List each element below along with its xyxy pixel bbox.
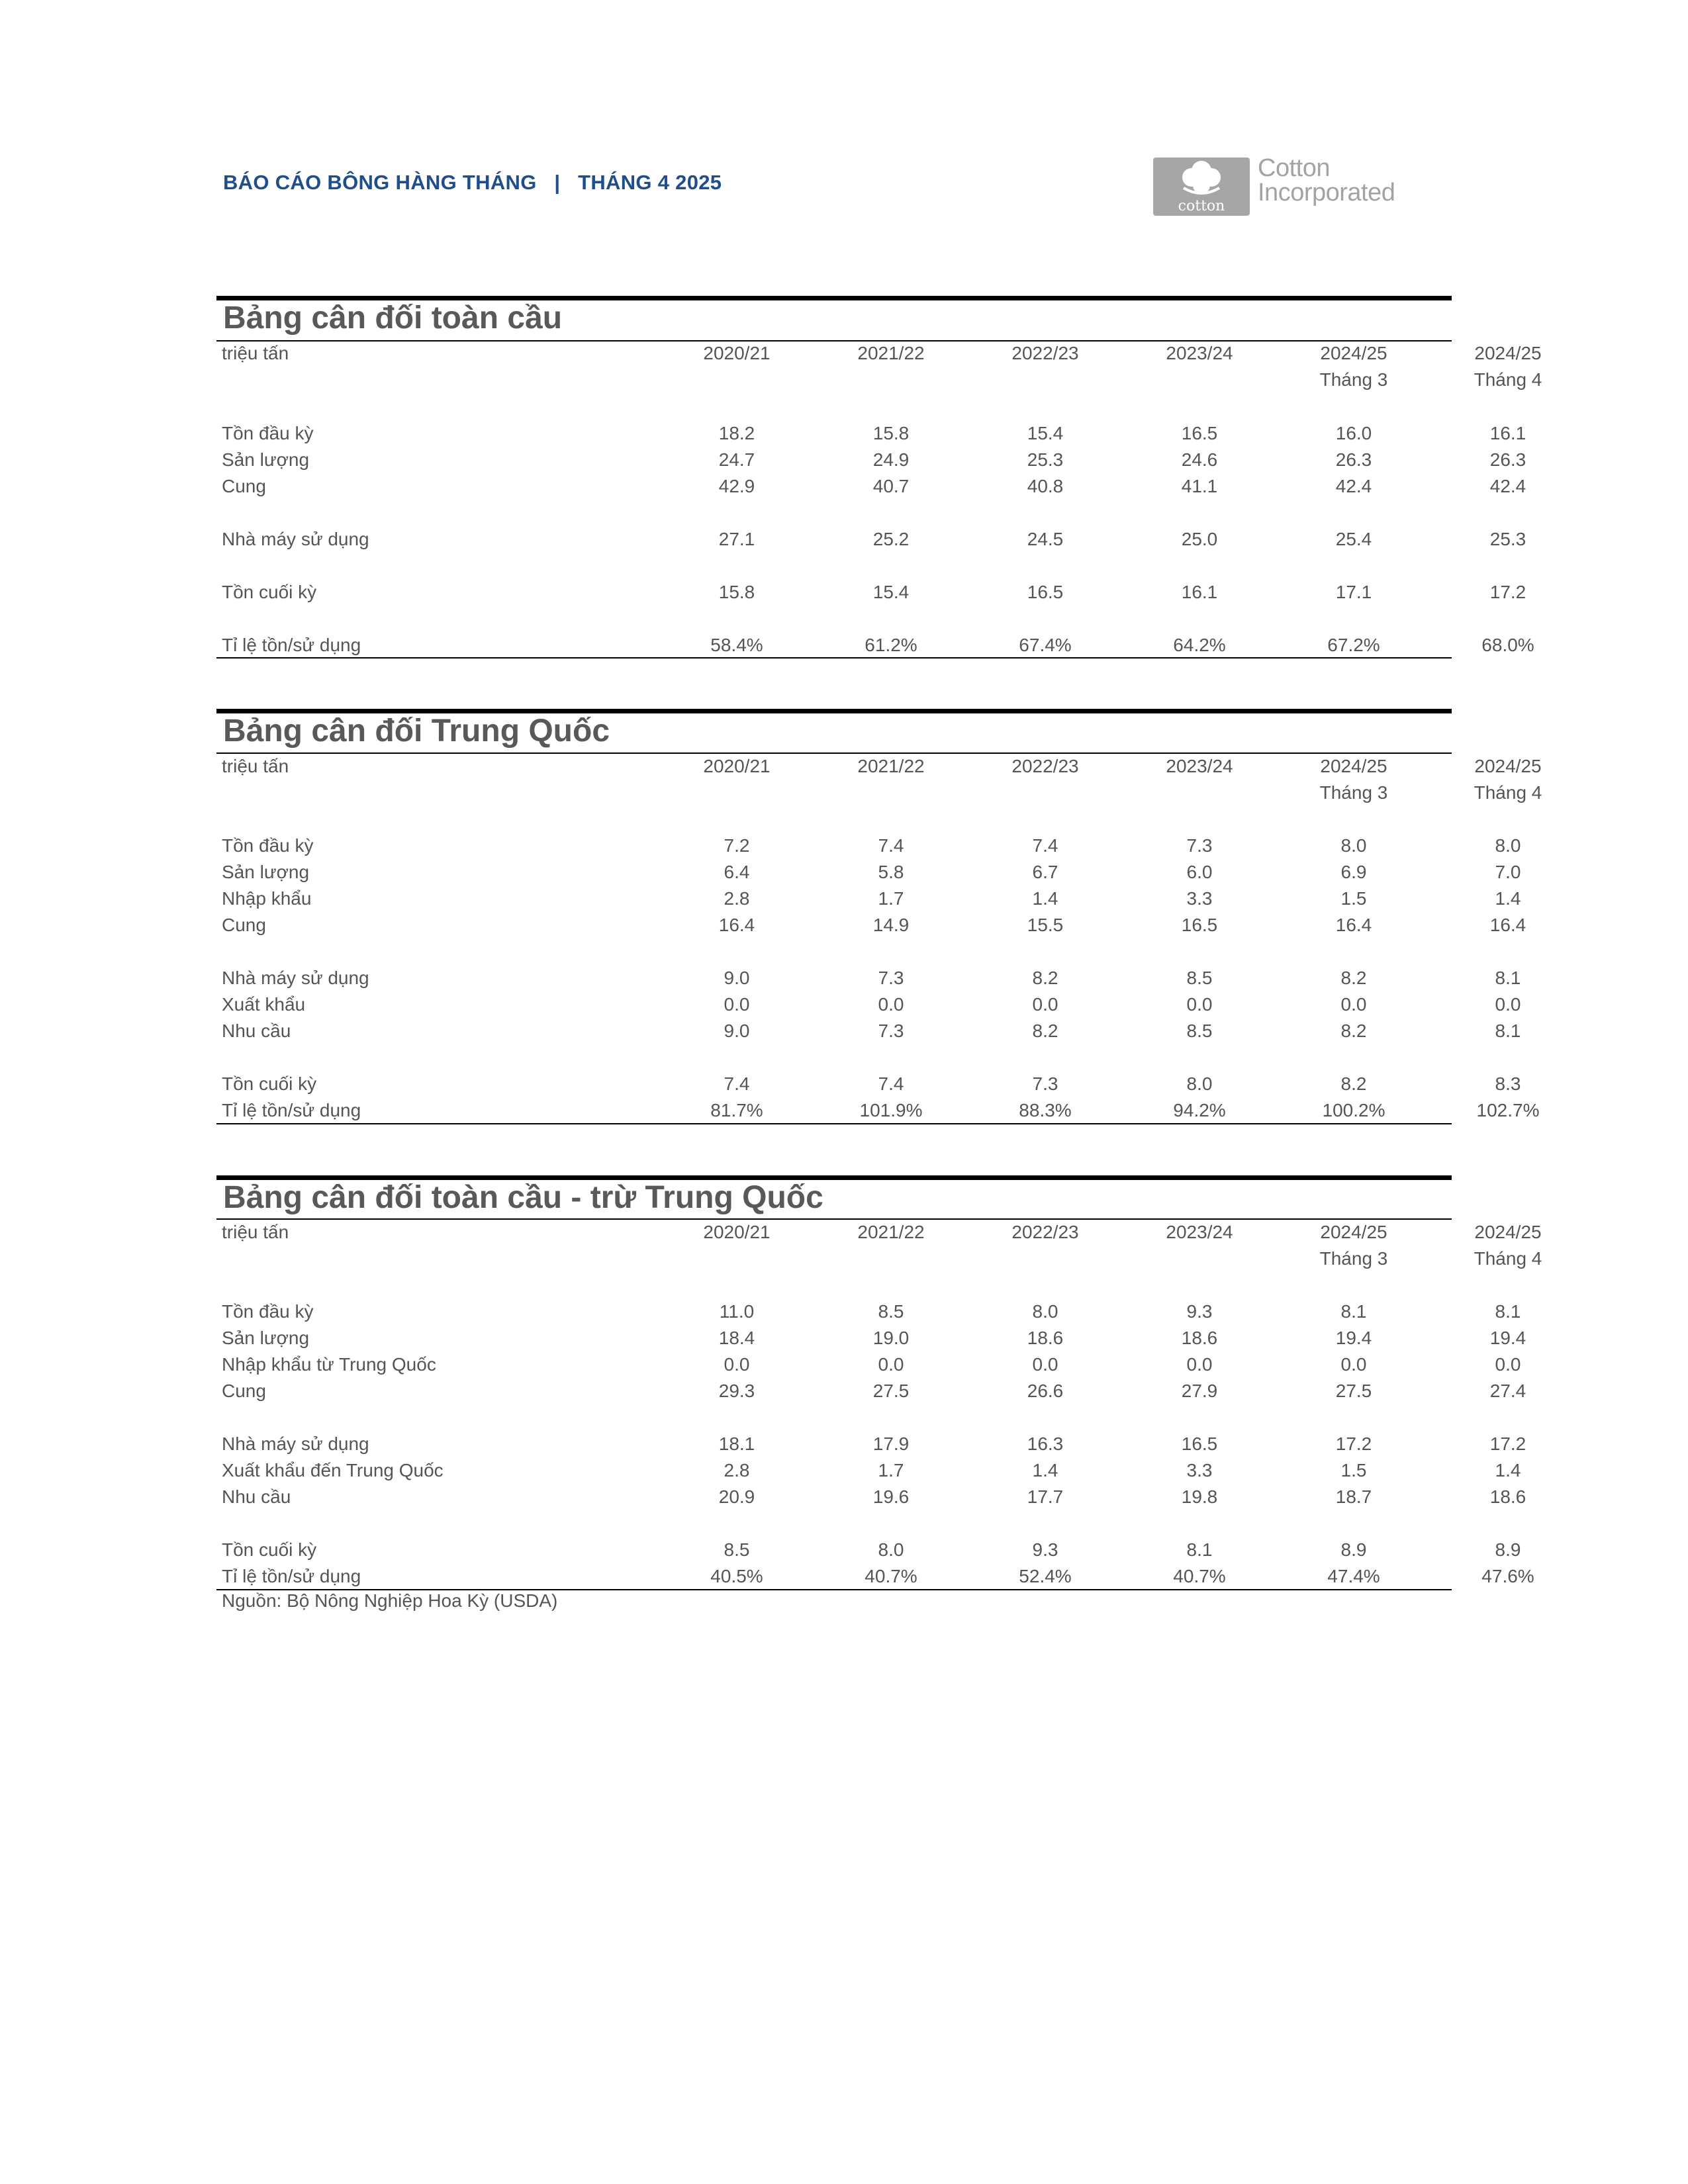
table-cell: 3.3: [1186, 888, 1213, 909]
row-label: Cung: [222, 476, 266, 496]
table-cell: 8.0: [1340, 835, 1367, 856]
table-cell: 9.0: [724, 1021, 750, 1041]
row-label: Nhà máy sử dụng: [222, 1433, 369, 1454]
row-label: Tỉ lệ tồn/sử dụng: [222, 635, 361, 655]
table-cell: 8.9: [1340, 1539, 1367, 1560]
table-cell: 0.0: [1340, 994, 1367, 1015]
logo-line-2: Incorporated: [1258, 179, 1395, 206]
table-cell: 2.8: [724, 1460, 750, 1480]
table-cell: 0.0: [1032, 1354, 1058, 1375]
column-header-month: Tháng 3: [1319, 369, 1388, 390]
column-header-month: Tháng 4: [1474, 782, 1542, 803]
table-cell: 17.9: [872, 1433, 910, 1454]
table-cell: 24.5: [1027, 529, 1064, 549]
table-cell: 47.6%: [1481, 1566, 1534, 1586]
table-cell: 7.3: [878, 968, 904, 988]
table-cell: 0.0: [1340, 1354, 1367, 1375]
row-label: Nhập khẩu từ Trung Quốc: [222, 1354, 436, 1375]
table-cell: 81.7%: [710, 1100, 763, 1120]
table-cell: 0.0: [724, 994, 750, 1015]
table-cell: 19.6: [872, 1486, 910, 1507]
column-header-year: 2023/24: [1166, 756, 1233, 776]
table-cell: 11.0: [719, 1301, 755, 1322]
table-cell: 27.1: [718, 529, 755, 549]
row-label: Tồn đầu kỳ: [222, 423, 314, 443]
row-label: Cung: [222, 915, 266, 935]
table-cell: 0.0: [1495, 994, 1521, 1015]
table-title: Bảng cân đối toàn cầu - trừ Trung Quốc: [223, 1180, 823, 1215]
table-cell: 16.5: [1027, 582, 1064, 602]
table-cell: 40.5%: [710, 1566, 763, 1586]
column-header-year: 2021/22: [857, 343, 925, 363]
table-cell: 18.1: [718, 1433, 755, 1454]
table-cell: 27.9: [1181, 1381, 1218, 1401]
table-cell: 15.4: [1027, 423, 1064, 443]
table-cell: 16.4: [1489, 915, 1526, 935]
table-cell: 102.7%: [1476, 1100, 1540, 1120]
table-cell: 16.0: [1335, 423, 1372, 443]
column-header-year: 2024/25: [1320, 756, 1387, 776]
table-cell: 7.4: [724, 1073, 750, 1094]
cotton-incorporated-logo: [1153, 156, 1408, 217]
row-label: Tỉ lệ tồn/sử dụng: [222, 1566, 361, 1586]
table-cell: 7.3: [878, 1021, 904, 1041]
balance-table-2: [216, 709, 1542, 1124]
table-cell: 18.6: [1489, 1486, 1526, 1507]
header-separator: |: [554, 171, 561, 194]
table-cell: 16.5: [1181, 915, 1218, 935]
table-cell: 18.6: [1027, 1328, 1064, 1348]
table-cell: 8.5: [724, 1539, 750, 1560]
table-cell: 7.4: [878, 1073, 904, 1094]
table-cell: 8.2: [1340, 1021, 1367, 1041]
table-cell: 58.4%: [710, 635, 763, 655]
table-cell: 0.0: [1186, 994, 1213, 1015]
table-cell: 25.3: [1489, 529, 1526, 549]
table-cell: 25.0: [1181, 529, 1218, 549]
column-header-month: Tháng 4: [1474, 1248, 1542, 1269]
table-cell: 27.5: [1335, 1381, 1372, 1401]
table-cell: 15.4: [872, 582, 910, 602]
table-cell: 17.1: [1335, 582, 1372, 602]
table-cell: 3.3: [1186, 1460, 1213, 1480]
table-cell: 0.0: [878, 1354, 904, 1375]
table-cell: 6.0: [1186, 862, 1213, 882]
table-cell: 27.4: [1489, 1381, 1526, 1401]
table-cell: 7.2: [724, 835, 750, 856]
table-cell: 0.0: [724, 1354, 750, 1375]
table-cell: 24.6: [1181, 449, 1218, 470]
table-cell: 26.6: [1027, 1381, 1064, 1401]
row-label: Cung: [222, 1381, 266, 1401]
column-header-year: 2020/21: [703, 1222, 771, 1242]
column-header-month: Tháng 3: [1319, 1248, 1388, 1269]
table-cell: 8.5: [878, 1301, 904, 1322]
table-cell: 25.4: [1335, 529, 1372, 549]
table-cell: 1.4: [1032, 888, 1058, 909]
table-cell: 8.9: [1495, 1539, 1521, 1560]
table-cell: 26.3: [1335, 449, 1372, 470]
table-cell: 6.9: [1340, 862, 1367, 882]
table-cell: 17.2: [1335, 1433, 1372, 1454]
row-label: Sản lượng: [222, 862, 310, 882]
table-cell: 8.1: [1186, 1539, 1213, 1560]
column-header-month: Tháng 4: [1474, 369, 1542, 390]
table-cell: 41.1: [1181, 476, 1218, 496]
table-cell: 8.2: [1032, 1021, 1058, 1041]
table-cell: 0.0: [1495, 1354, 1521, 1375]
table-cell: 16.1: [1489, 423, 1526, 443]
column-header-year: 2021/22: [857, 1222, 925, 1242]
table-cell: 27.5: [872, 1381, 910, 1401]
table-title: Bảng cân đối toàn cầu: [223, 300, 563, 336]
row-label: Xuất khẩu: [222, 994, 306, 1015]
table-cell: 18.6: [1181, 1328, 1218, 1348]
column-header-year: 2024/25: [1474, 343, 1542, 363]
row-label: Nhu cầu: [222, 1486, 291, 1507]
table-cell: 15.5: [1027, 915, 1064, 935]
table-cell: 61.2%: [865, 635, 917, 655]
column-header-year: 2023/24: [1166, 1222, 1233, 1242]
column-header-year: 2022/23: [1011, 343, 1079, 363]
row-label: Sản lượng: [222, 449, 310, 470]
table-cell: 52.4%: [1019, 1566, 1072, 1586]
table-cell: 19.4: [1489, 1328, 1526, 1348]
column-header-year: 2020/21: [703, 756, 771, 776]
table-cell: 17.2: [1489, 582, 1526, 602]
table-cell: 42.4: [1489, 476, 1526, 496]
row-label: Tồn cuối kỳ: [222, 582, 317, 602]
table-cell: 16.5: [1181, 1433, 1218, 1454]
table-cell: 29.3: [718, 1381, 755, 1401]
unit-label: triệu tấn: [222, 1222, 289, 1242]
balance-table-1: [216, 296, 1542, 659]
unit-label: triệu tấn: [222, 343, 289, 363]
table-cell: 17.7: [1027, 1486, 1064, 1507]
column-header-year: 2020/21: [703, 343, 771, 363]
table-cell: 8.1: [1495, 1021, 1521, 1041]
table-cell: 8.1: [1340, 1301, 1367, 1322]
table-cell: 0.0: [1032, 994, 1058, 1015]
table-title: Bảng cân đối Trung Quốc: [223, 713, 610, 749]
table-cell: 8.1: [1495, 968, 1521, 988]
table-cell: 24.7: [718, 449, 755, 470]
unit-label: triệu tấn: [222, 756, 289, 776]
table-cell: 8.0: [1186, 1073, 1213, 1094]
table-cell: 8.0: [1495, 835, 1521, 856]
table-cell: 0.0: [878, 994, 904, 1015]
column-header-year: 2024/25: [1474, 1222, 1542, 1242]
table-cell: 9.3: [1032, 1539, 1058, 1560]
row-label: Nhà máy sử dụng: [222, 529, 369, 549]
table-cell: 6.4: [724, 862, 750, 882]
column-header-year: 2024/25: [1474, 756, 1542, 776]
table-cell: 17.2: [1489, 1433, 1526, 1454]
table-cell: 64.2%: [1173, 635, 1226, 655]
table-cell: 24.9: [872, 449, 910, 470]
table-cell: 16.4: [1335, 915, 1372, 935]
table-cell: 40.7%: [1173, 1566, 1226, 1586]
table-cell: 16.3: [1027, 1433, 1064, 1454]
table-cell: 25.3: [1027, 449, 1064, 470]
row-label: Tồn đầu kỳ: [222, 1301, 314, 1322]
table-cell: 8.2: [1032, 968, 1058, 988]
source-note: Nguồn: Bộ Nông Nghiệp Hoa Kỳ (USDA): [222, 1590, 558, 1611]
table-cell: 7.4: [1032, 835, 1058, 856]
table-cell: 15.8: [718, 582, 755, 602]
table-cell: 7.3: [1032, 1073, 1058, 1094]
table-cell: 0.0: [1186, 1354, 1213, 1375]
balance-table-3: [216, 1175, 1542, 1590]
table-cell: 1.4: [1495, 1460, 1521, 1480]
row-label: Xuất khẩu đến Trung Quốc: [222, 1460, 444, 1480]
table-cell: 7.4: [878, 835, 904, 856]
table-cell: 1.7: [878, 888, 904, 909]
table-cell: 16.4: [718, 915, 755, 935]
table-cell: 1.4: [1032, 1460, 1058, 1480]
table-cell: 1.4: [1495, 888, 1521, 909]
table-cell: 8.5: [1186, 968, 1213, 988]
column-header-year: 2022/23: [1011, 1222, 1079, 1242]
table-cell: 6.7: [1032, 862, 1058, 882]
table-cell: 8.2: [1340, 1073, 1367, 1094]
table-cell: 47.4%: [1327, 1566, 1380, 1586]
column-header-year: 2024/25: [1320, 343, 1387, 363]
table-cell: 67.4%: [1019, 635, 1072, 655]
report-header: [223, 171, 722, 195]
table-cell: 40.8: [1027, 476, 1064, 496]
table-cell: 101.9%: [859, 1100, 923, 1120]
table-cell: 100.2%: [1322, 1100, 1385, 1120]
logo-wordmark: [1258, 156, 1395, 205]
row-label: Tỉ lệ tồn/sử dụng: [222, 1100, 361, 1120]
table-cell: 94.2%: [1173, 1100, 1226, 1120]
table-cell: 19.0: [872, 1328, 910, 1348]
table-cell: 67.2%: [1327, 635, 1380, 655]
table-cell: 1.5: [1340, 1460, 1367, 1480]
row-label: Tồn đầu kỳ: [222, 835, 314, 856]
table-bottom-rule: [216, 657, 1452, 659]
table-bottom-rule: [216, 1123, 1452, 1124]
table-cell: 2.8: [724, 888, 750, 909]
table-cell: 16.5: [1181, 423, 1218, 443]
table-cell: 68.0%: [1481, 635, 1534, 655]
column-header-month: Tháng 3: [1319, 782, 1388, 803]
table-cell: 8.0: [1032, 1301, 1058, 1322]
table-cell: 19.4: [1335, 1328, 1372, 1348]
table-cell: 19.8: [1181, 1486, 1218, 1507]
row-label: Tồn cuối kỳ: [222, 1539, 317, 1560]
table-cell: 18.4: [718, 1328, 755, 1348]
table-cell: 42.4: [1335, 476, 1372, 496]
table-cell: 8.1: [1495, 1301, 1521, 1322]
table-cell: 25.2: [872, 529, 910, 549]
table-cell: 8.3: [1495, 1073, 1521, 1094]
column-header-year: 2021/22: [857, 756, 925, 776]
table-cell: 14.9: [872, 915, 910, 935]
logo-line-1: Cotton: [1258, 154, 1330, 182]
cotton-seal-icon: [1153, 158, 1250, 216]
report-title: BÁO CÁO BÔNG HÀNG THÁNG: [223, 171, 537, 194]
row-label: Nhu cầu: [222, 1021, 291, 1041]
table-cell: 18.7: [1335, 1486, 1372, 1507]
table-cell: 26.3: [1489, 449, 1526, 470]
table-cell: 42.9: [718, 476, 755, 496]
table-cell: 9.0: [724, 968, 750, 988]
row-label: Nhập khẩu: [222, 888, 312, 909]
table-cell: 7.0: [1495, 862, 1521, 882]
table-cell: 8.5: [1186, 1021, 1213, 1041]
column-header-year: 2024/25: [1320, 1222, 1387, 1242]
row-label: Nhà máy sử dụng: [222, 968, 369, 988]
logo-mark-text: cotton: [1178, 198, 1225, 214]
row-label: Sản lượng: [222, 1328, 310, 1348]
table-cell: 20.9: [718, 1486, 755, 1507]
column-header-year: 2023/24: [1166, 343, 1233, 363]
table-cell: 18.2: [718, 423, 755, 443]
table-cell: 7.3: [1186, 835, 1213, 856]
table-cell: 1.7: [878, 1460, 904, 1480]
report-month: THÁNG 4 2025: [578, 171, 722, 194]
table-cell: 88.3%: [1019, 1100, 1072, 1120]
table-cell: 5.8: [878, 862, 904, 882]
cotton-boll-icon: [1153, 158, 1250, 216]
table-cell: 16.1: [1181, 582, 1218, 602]
table-cell: 8.0: [878, 1539, 904, 1560]
table-cell: 40.7%: [865, 1566, 917, 1586]
row-label: Tồn cuối kỳ: [222, 1073, 317, 1094]
table-cell: 40.7: [872, 476, 910, 496]
table-cell: 8.2: [1340, 968, 1367, 988]
table-cell: 9.3: [1186, 1301, 1213, 1322]
table-cell: 1.5: [1340, 888, 1367, 909]
table-cell: 15.8: [872, 423, 910, 443]
column-header-year: 2022/23: [1011, 756, 1079, 776]
